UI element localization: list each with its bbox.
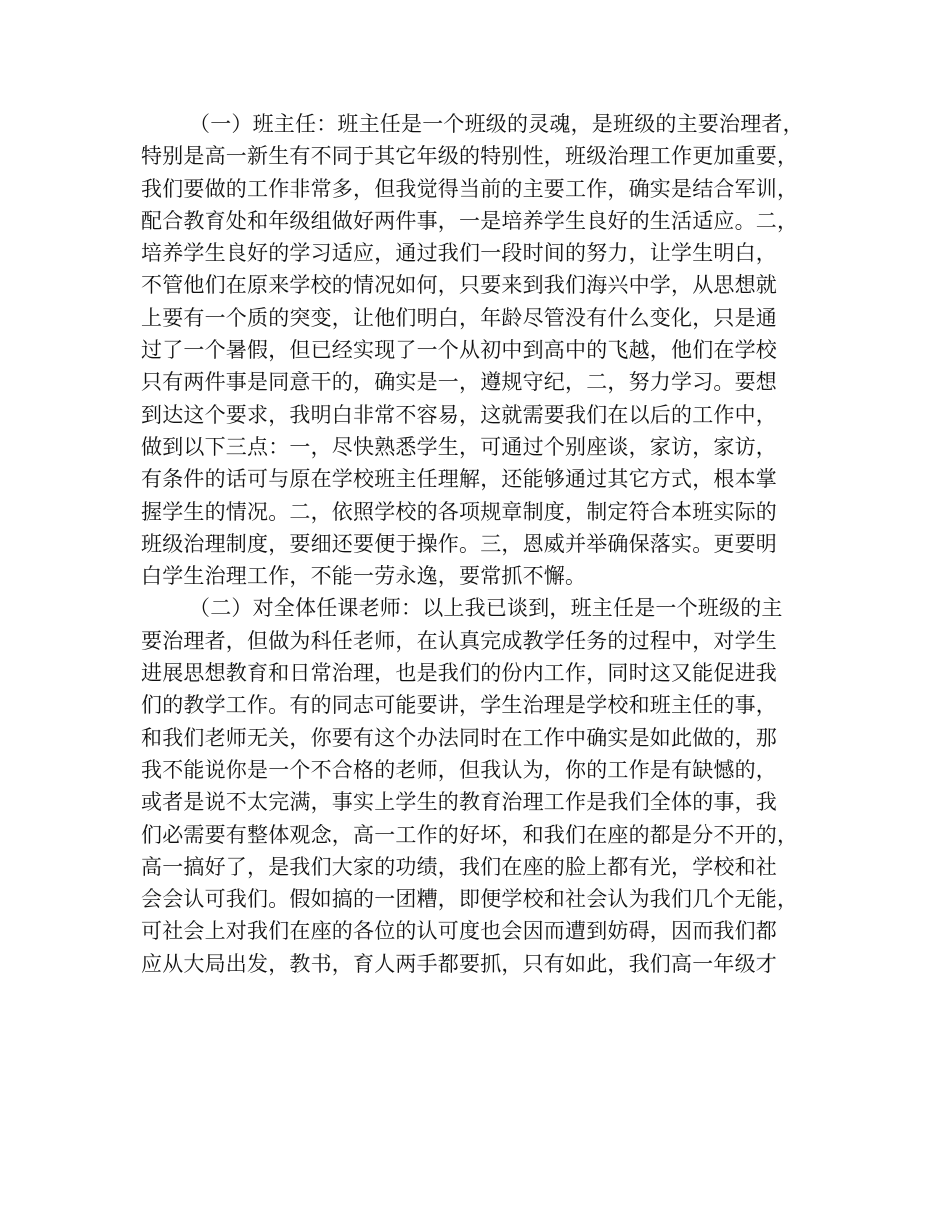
- text-line: 过了一个暑假，但已经实现了一个从初中到高中的飞越，他们在学校: [141, 338, 777, 363]
- text-line: 不管他们在原来学校的情况如何，只要来到我们海兴中学，从思想就: [141, 273, 777, 298]
- text-line: 有条件的话可与原在学校班主任理解，还能够通过其它方式，根本掌: [141, 467, 777, 492]
- text-line: 上要有一个质的突变，让他们明白，年龄尽管没有什么变化，只是通: [141, 305, 777, 330]
- text-line: 到达这个要求，我明白非常不容易，这就需要我们在以后的工作中，: [141, 402, 777, 427]
- text-line: 班级治理制度，要细还要便于操作。三，恩威并举确保落实。更要明: [141, 531, 777, 556]
- document-body: [141, 108, 831, 980]
- text-line: 们必需要有整体观念，高一工作的好坏，和我们在座的都是分不开的，: [141, 822, 799, 847]
- text-line: 应从大局出发，教书，育人两手都要抓，只有如此，我们高一年级才: [141, 951, 777, 976]
- text-line: 做到以下三点：一，尽快熟悉学生，可通过个别座谈，家访，家访，: [141, 434, 777, 459]
- text-line: （一）班主任：班主任是一个班级的灵魂，是班级的主要治理者，: [189, 112, 804, 136]
- text-line: 只有两件事是同意干的，确实是一，遵规守纪，二，努力学习。要想: [141, 370, 777, 395]
- text-line: 要治理者，但做为科任老师，在认真完成教学任务的过程中，对学生: [141, 628, 777, 653]
- text-line: 可社会上对我们在座的各位的认可度也会因而遭到妨碍，因而我们都: [141, 919, 777, 944]
- text-line: 和我们老师无关，你要有这个办法同时在工作中确实是如此做的，那: [141, 725, 777, 750]
- text-line: 进展思想教育和日常治理，也是我们的份内工作，同时这又能促进我: [141, 661, 777, 686]
- text-line: （二）对全体任课老师：以上我已谈到，班主任是一个班级的主: [189, 596, 783, 621]
- text-line: 特别是高一新生有不同于其它年级的特别性，班级治理工作更加重要，: [141, 144, 799, 169]
- text-line: 我们要做的工作非常多，但我觉得当前的主要工作，确实是结合军训，: [141, 176, 799, 201]
- text-line: 会会认可我们。假如搞的一团糟，即便学校和社会认为我们几个无能，: [141, 887, 799, 912]
- text-line: 或者是说不太完满，事实上学生的教育治理工作是我们全体的事，我: [141, 790, 777, 815]
- text-line: 我不能说你是一个不合格的老师，但我认为，你的工作是有缺憾的，: [141, 757, 777, 782]
- paragraph-2: [141, 592, 831, 980]
- text-line: 白学生治理工作，不能一劳永逸，要常抓不懈。: [141, 564, 587, 589]
- paragraph-1: [141, 108, 831, 592]
- text-line: 培养学生良好的学习适应，通过我们一段时间的努力，让学生明白，: [141, 241, 777, 266]
- text-line: 们的教学工作。有的同志可能要讲，学生治理是学校和班主任的事，: [141, 693, 777, 718]
- text-line: 握学生的情况。二，依照学校的各项规章制度，制定符合本班实际的: [141, 499, 777, 524]
- text-line: 高一搞好了，是我们大家的功绩，我们在座的脸上都有光，学校和社: [141, 854, 777, 879]
- text-line: 配合教育处和年级组做好两件事，一是培养学生良好的生活适应。二，: [141, 208, 799, 233]
